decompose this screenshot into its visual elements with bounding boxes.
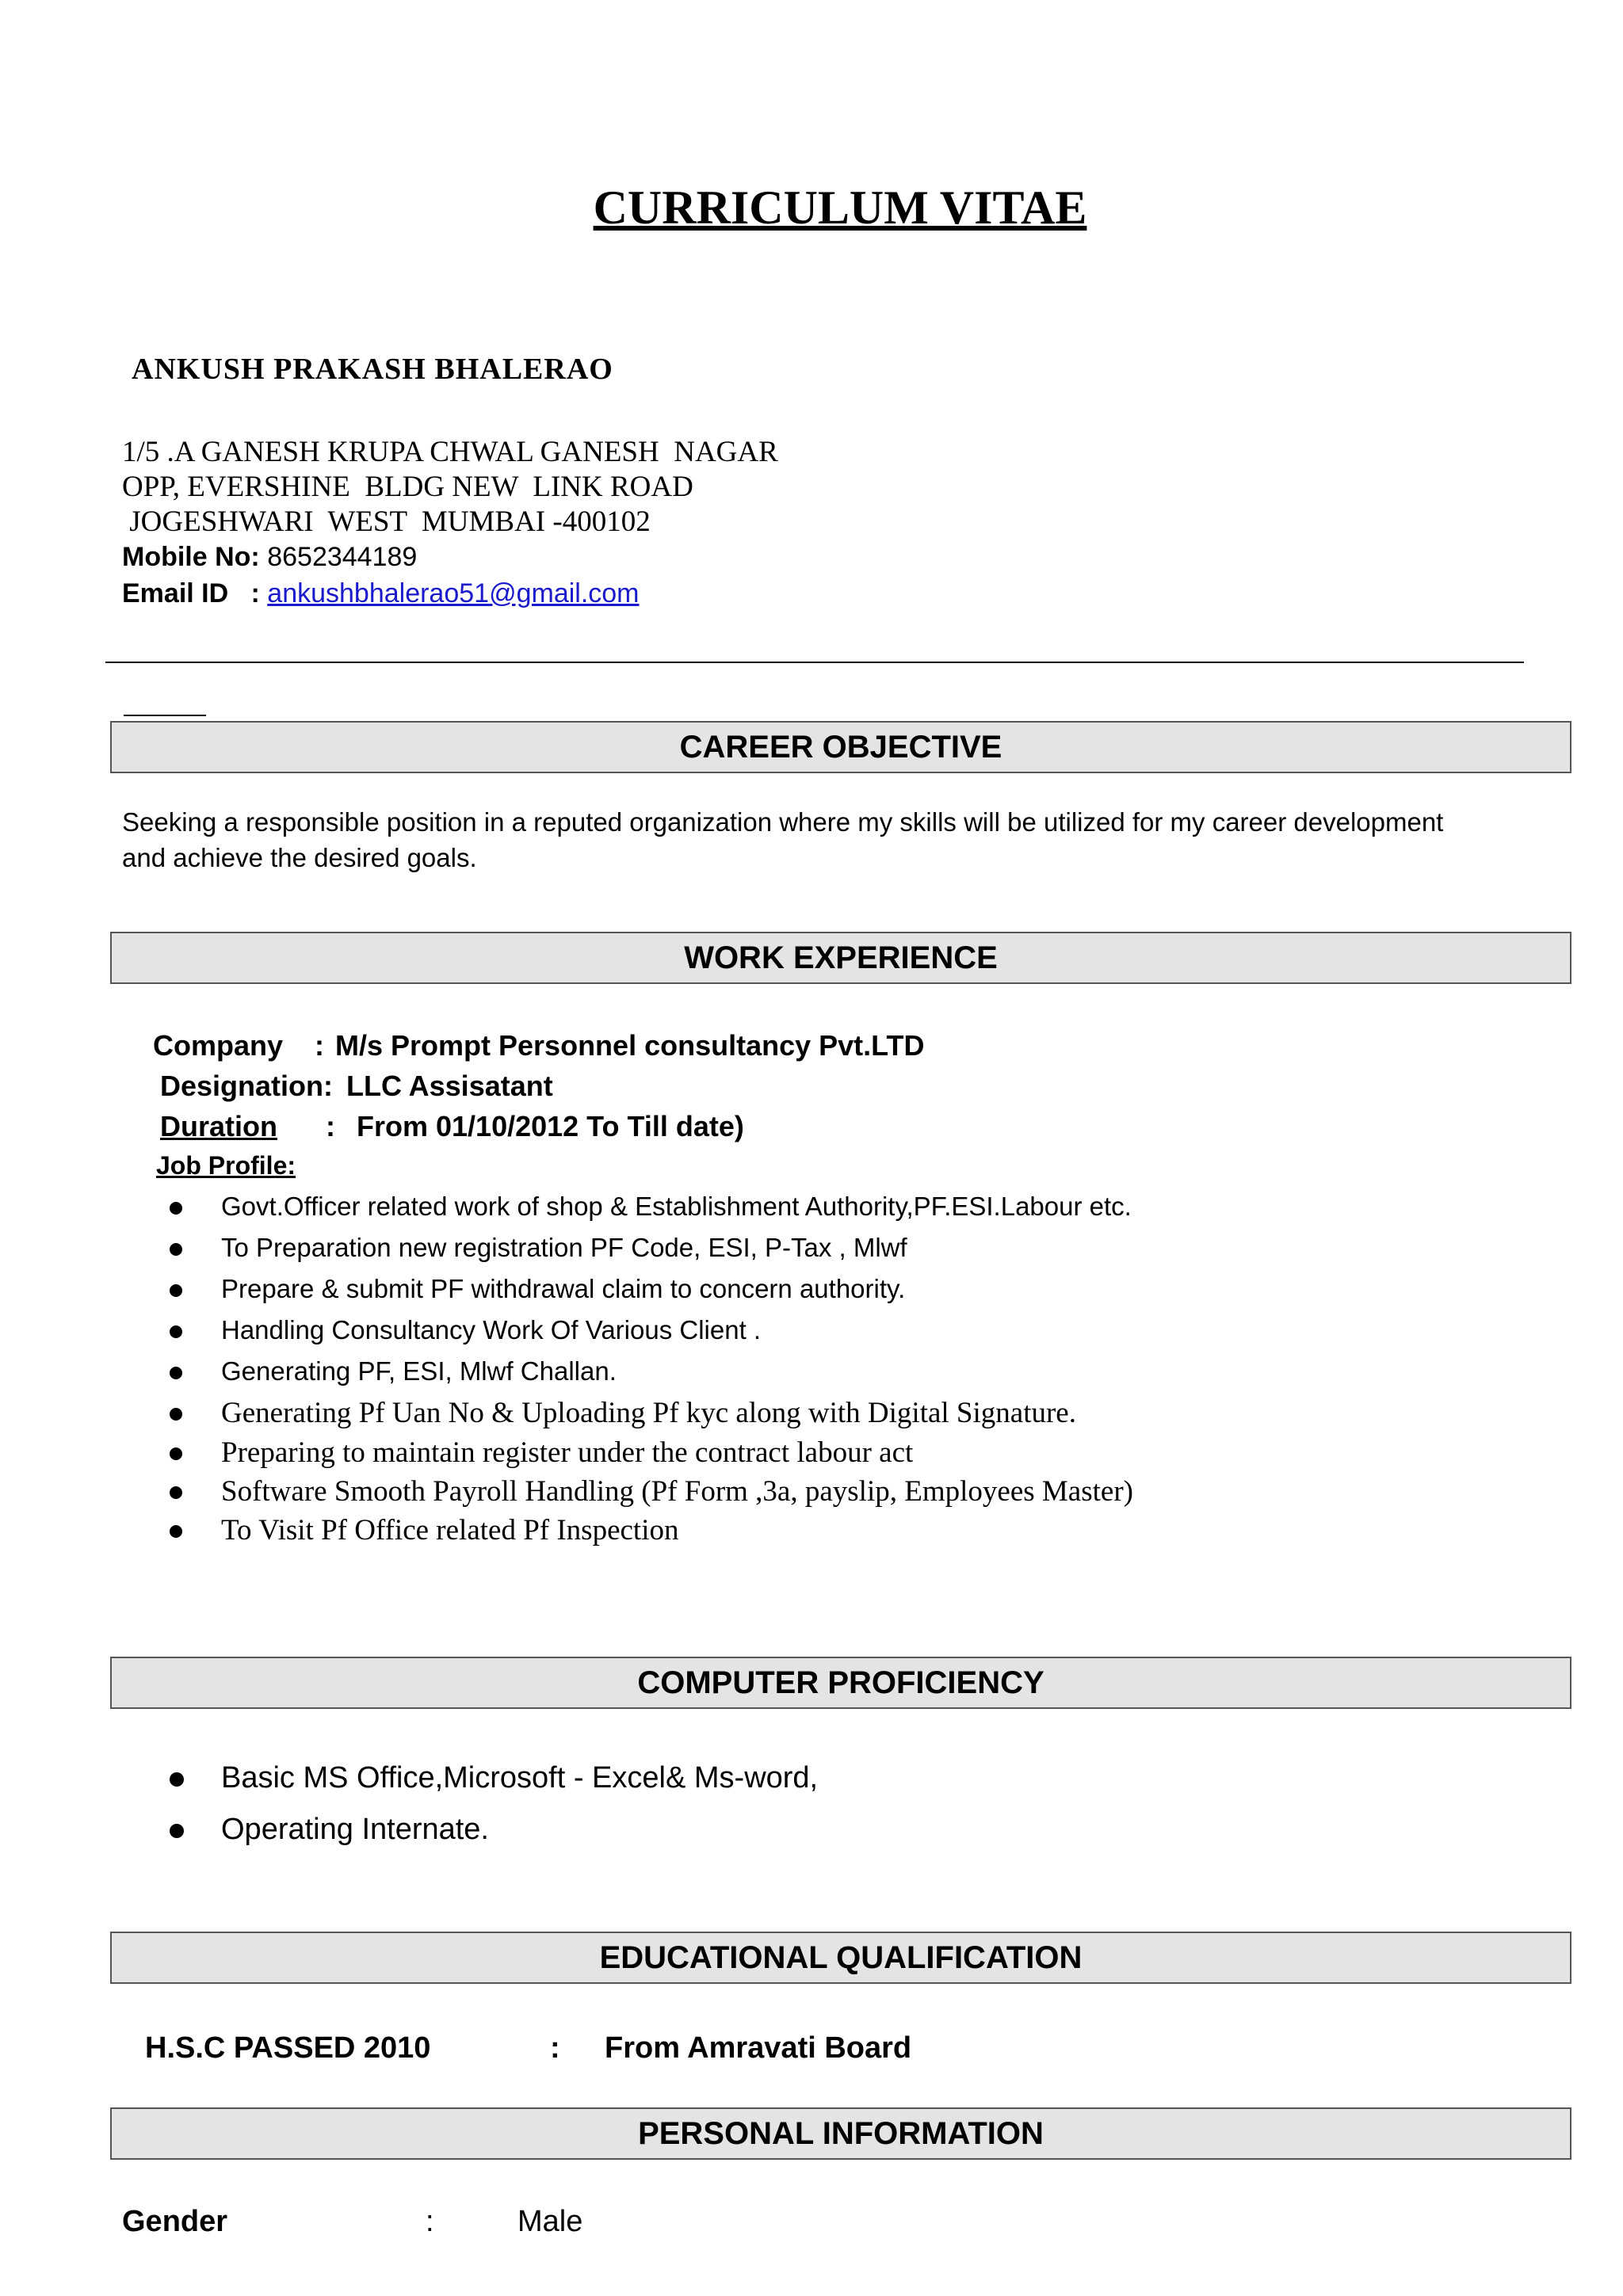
bullet-icon <box>170 1447 182 1460</box>
mobile-row <box>122 542 417 573</box>
mobile-label: Mobile No: <box>122 542 260 572</box>
address-line-3: JOGESHWARI WEST MUMBAI -400102 <box>122 505 651 538</box>
job-profile-item: Prepare & submit PF withdrawal claim to concern authority. <box>221 1274 906 1303</box>
job-profile-item: Preparing to maintain register under the contract labour act <box>221 1436 914 1469</box>
email-row <box>122 578 640 609</box>
email-label: Email ID : <box>122 578 260 608</box>
qualification-separator: : <box>550 2031 560 2065</box>
bullet-icon <box>170 1284 182 1297</box>
bullet-icon <box>170 1408 182 1421</box>
bullet-icon <box>170 1243 182 1256</box>
job-profile-item: Generating PF, ESI, Mlwf Challan. <box>221 1356 617 1386</box>
bullet-icon <box>170 1824 184 1838</box>
job-profile-item: Handling Consultancy Work Of Various Client . <box>221 1315 762 1344</box>
duration-separator: : <box>326 1110 335 1142</box>
company-value: M/s Prompt Personnel consultancy Pvt.LTD <box>335 1029 925 1062</box>
section-header-career-objective <box>110 721 1571 773</box>
job-profile-item: Govt.Officer related work of shop & Establishment Authority,PF.ESI.Labour etc. <box>221 1192 1132 1221</box>
gender-value: Male <box>517 2205 583 2238</box>
section-header-computer-proficiency <box>110 1657 1571 1709</box>
bullet-icon <box>170 1202 182 1215</box>
duration-label: Duration <box>160 1110 277 1142</box>
designation-label: Designation: <box>160 1070 334 1102</box>
section-header-educational-qualification <box>110 1932 1571 1984</box>
address-line-1: 1/5 .A GANESH KRUPA CHWAL GANESH NAGAR <box>122 436 778 468</box>
job-profile-item: Software Smooth Payroll Handling (Pf Form ,3a, payslip, Employees Master) <box>221 1475 1133 1508</box>
section-title: PERSONAL INFORMATION <box>638 2115 1044 2151</box>
proficiency-item: Operating Internate. <box>221 1813 489 1846</box>
section-title: COMPUTER PROFICIENCY <box>637 1665 1044 1700</box>
bullet-icon <box>170 1325 182 1338</box>
proficiency-item: Basic MS Office,Microsoft - Excel& Ms-word, <box>221 1761 819 1794</box>
section-header-personal-information <box>110 2107 1571 2160</box>
designation-value: LLC Assisatant <box>346 1070 553 1102</box>
short-divider <box>124 715 206 716</box>
bullet-icon <box>170 1486 182 1499</box>
company-label: Company : <box>153 1029 325 1062</box>
candidate-name: ANKUSH PRAKASH BHALERAO <box>132 353 613 386</box>
job-profile-item: To Preparation new registration PF Code, ESI, P-Tax , Mlwf <box>221 1233 907 1262</box>
gender-label: Gender <box>122 2205 228 2238</box>
bullet-icon <box>170 1525 182 1538</box>
career-objective-line-1: Seeking a responsible position in a reputed organization where my skills will be utilized for my career development <box>122 807 1444 837</box>
section-title: WORK EXPERIENCE <box>684 940 998 975</box>
header-divider <box>105 662 1524 663</box>
bullet-icon <box>170 1772 184 1787</box>
address-line-2: OPP, EVERSHINE BLDG NEW LINK ROAD <box>122 471 693 503</box>
gender-separator: : <box>426 2205 434 2238</box>
bullet-icon <box>170 1367 182 1379</box>
qualification-board: From Amravati Board <box>605 2031 912 2065</box>
mobile-value: 8652344189 <box>267 542 418 572</box>
qualification-name: H.S.C PASSED 2010 <box>145 2031 431 2065</box>
duration-value: From 01/10/2012 To Till date) <box>357 1110 744 1142</box>
section-header-work-experience <box>110 932 1571 984</box>
career-objective-line-2: and achieve the desired goals. <box>122 843 477 872</box>
job-profile-item: Generating Pf Uan No & Uploading Pf kyc along with Digital Signature. <box>221 1397 1076 1429</box>
page-title: CURRICULUM VITAE <box>593 181 1087 234</box>
job-profile-item: To Visit Pf Office related Pf Inspection <box>221 1514 679 1547</box>
section-title: CAREER OBJECTIVE <box>679 729 1002 765</box>
job-profile-label: Job Profile: <box>156 1151 296 1180</box>
email-link[interactable]: ankushbhalerao51@gmail.com <box>267 578 640 608</box>
section-title: EDUCATIONAL QUALIFICATION <box>599 1939 1083 1975</box>
